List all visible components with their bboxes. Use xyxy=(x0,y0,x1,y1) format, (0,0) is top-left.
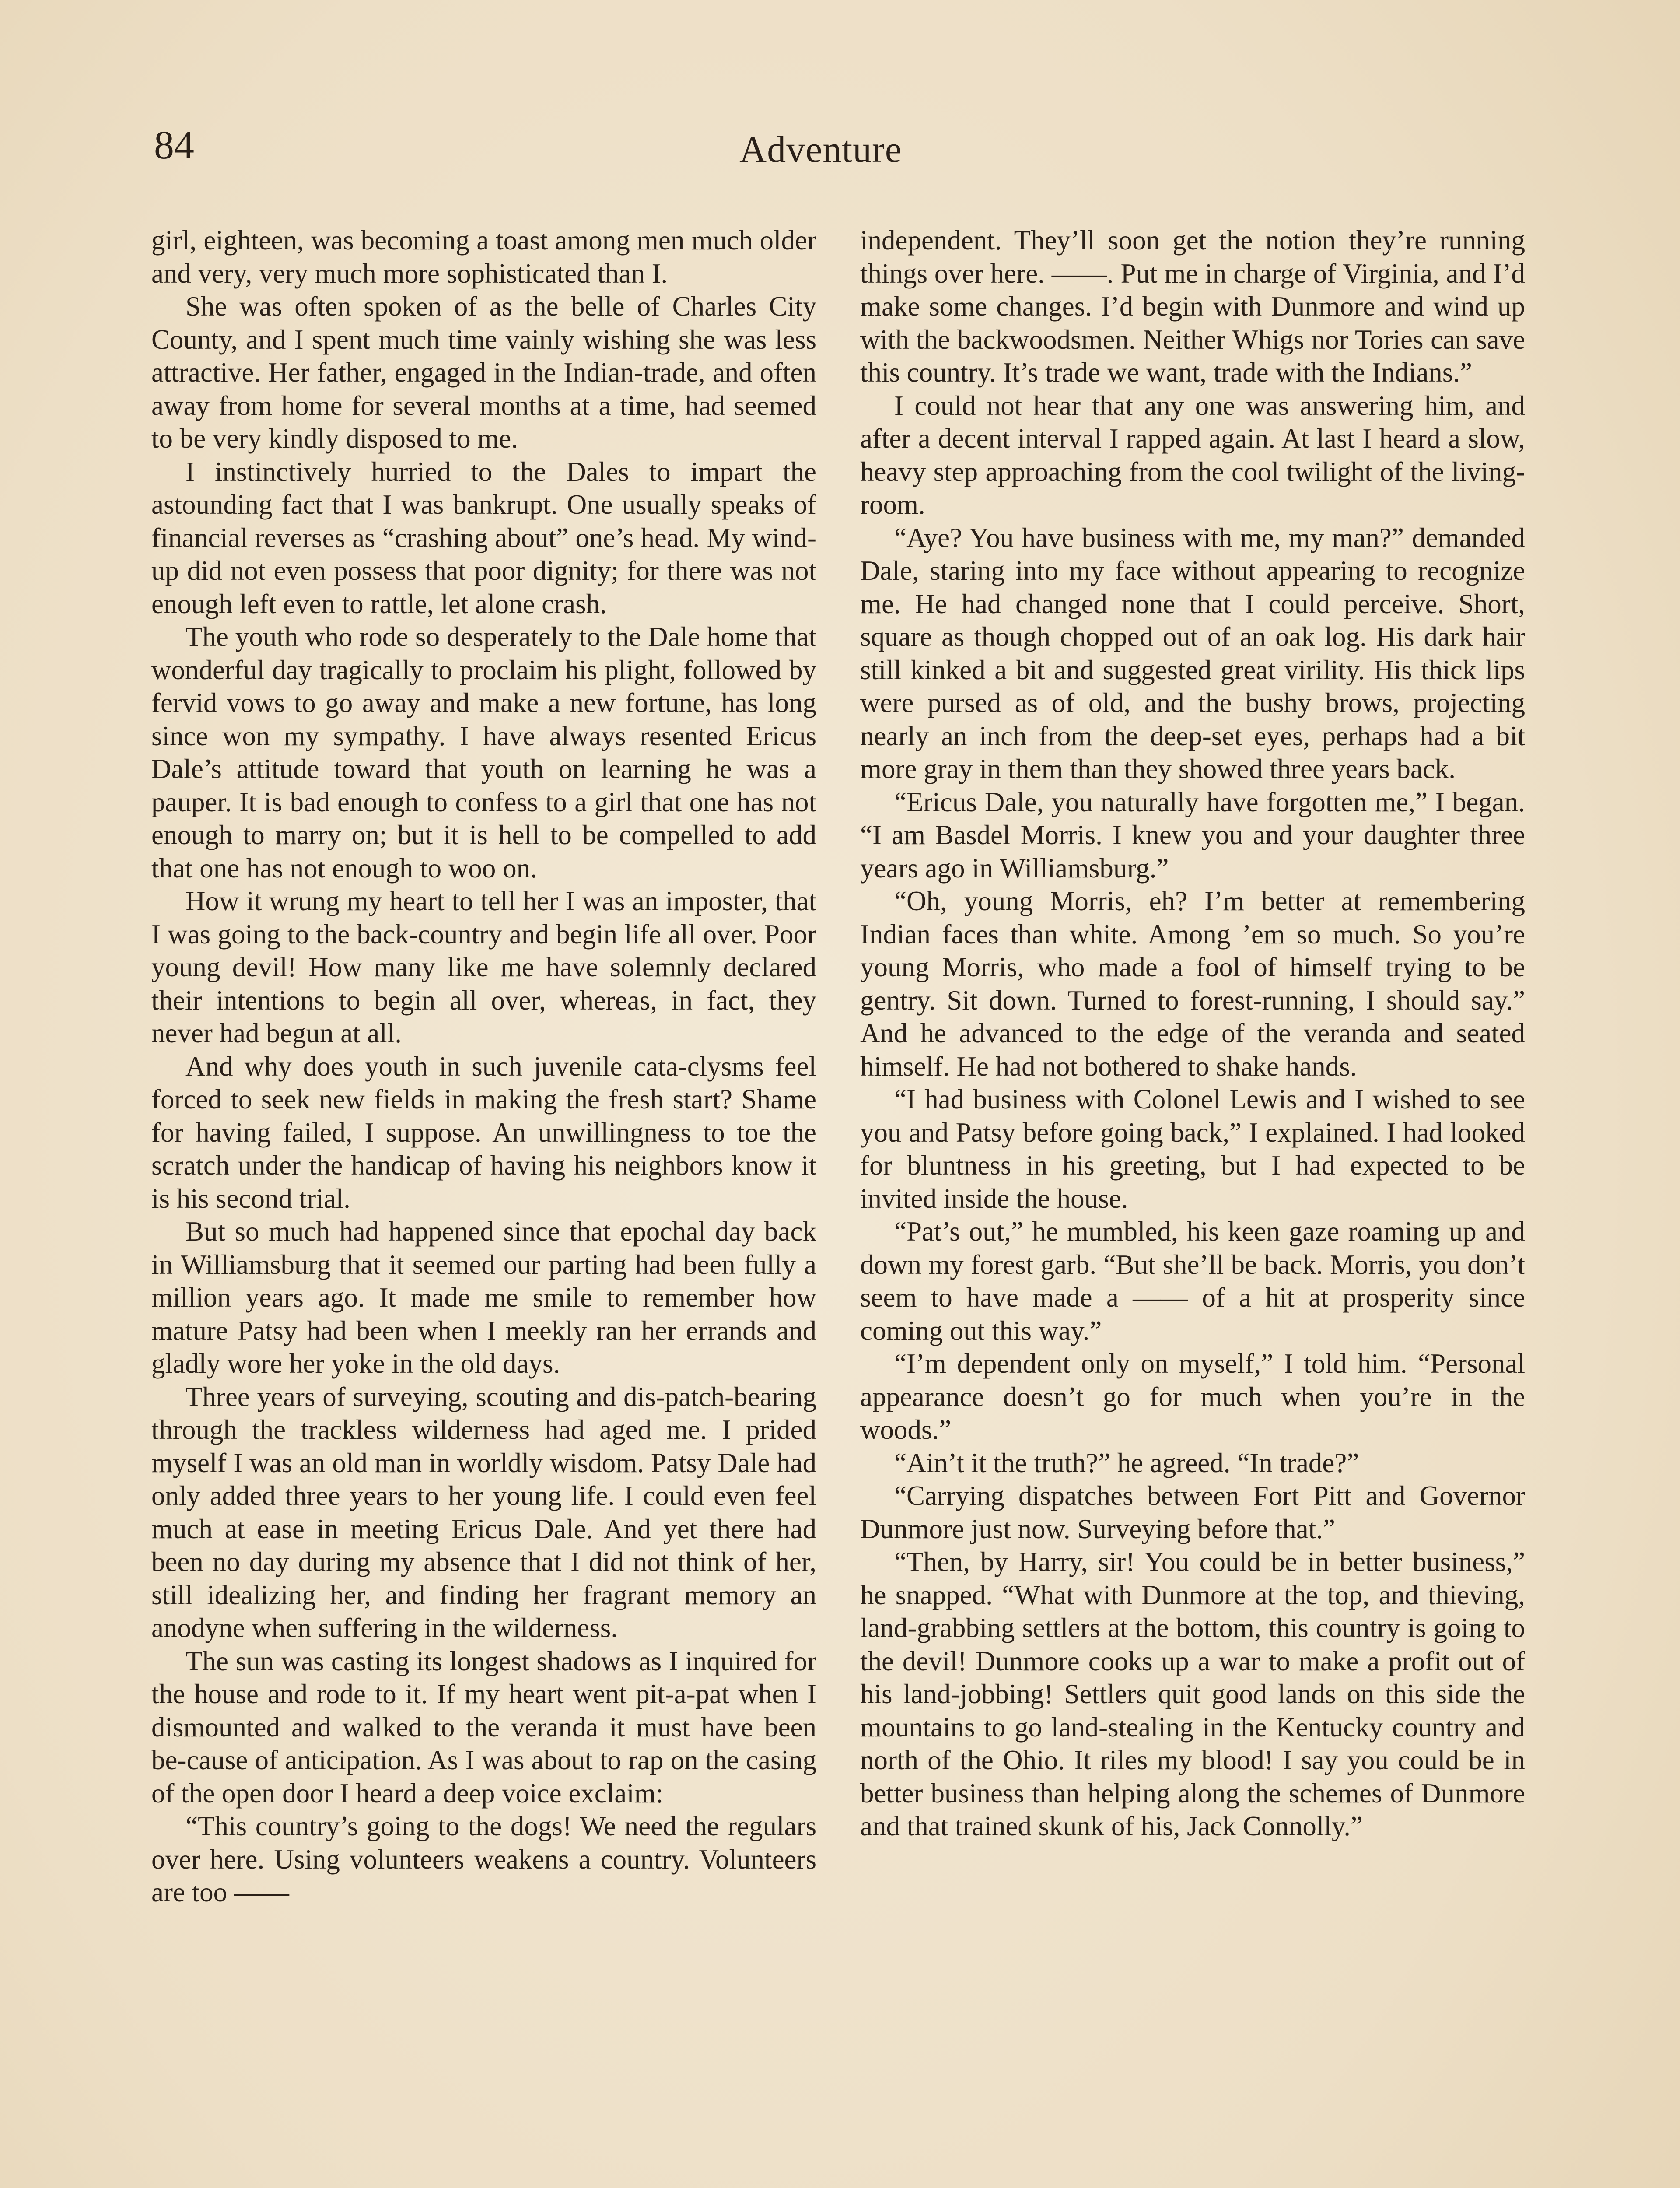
paragraph: I instinctively hurried to the Dales to impart the astounding fact that I was bankrupt. One usually speaks of financial reverses as “crashing about” one’s head. My wind-up did not even possess that poor dignity; for there was not enough left even to rattle, let alone crash. xyxy=(151,456,816,619)
paragraph: “Oh, young Morris, eh? I’m better at remembering Indian faces than white. Among ’em so much. So you’re young Morris, who made a fool of himself trying to be gentry. Sit down. Turned to forest-running, I should say.” And he advanced to the edge of the veranda and seated himself. He had not bothered to shake hands. xyxy=(860,886,1525,1082)
paragraph: The youth who rode so desperately to the Dale home that wonderful day tragically to proclaim his plight, followed by fervid vows to go away and make a new fortune, has long since won my sympathy. I have always resented Ericus Dale’s attitude toward that youth on learning he was a pauper. It is bad enough to confess to a girl that one has not enough to marry on; but it is hell to be compelled to add that one has not enough to woo on. xyxy=(151,621,816,884)
right-column xyxy=(860,224,1525,1843)
paragraph: The sun was casting its longest shadows as I inquired for the house and rode to it. If my heart went pit-a-pat when I dismounted and walked to the veranda it must have been be-cause of anticipation. As I was about to rap on the casing of the open door I heard a deep voice exclaim: xyxy=(151,1645,816,1809)
paragraph: “I’m dependent only on myself,” I told him. “Personal appearance doesn’t go for much when you’re in the woods.” xyxy=(860,1348,1525,1445)
paragraph: But so much had happened since that epochal day back in Williamsburg that it seemed our parting had been fully a million years ago. It made me smile to remember how mature Patsy had been when I meekly ran her errands and gladly wore her yoke in the old days. xyxy=(151,1216,816,1379)
paragraph: “Then, by Harry, sir! You could be in better business,” he snapped. “What with Dunmore at the top, and thieving, land-grabbing settlers at the bottom, this country is going to the devil! Dunmore cooks up a war to make a profit out of his land-jobbing! Settlers quit good lands on this side the mountains to go land-stealing in the Kentucky country and north of the Ohio. It riles my blood! I say you could be in better business than helping along the schemes of Dunmore and that trained skunk of his, Jack Connolly.” xyxy=(860,1546,1525,1841)
paragraph: “Pat’s out,” he mumbled, his keen gaze roaming up and down my forest garb. “But she’ll be back. Morris, you don’t seem to have made a —— of a hit at prosperity since coming out this way.” xyxy=(860,1216,1525,1346)
paragraph: “Ericus Dale, you naturally have forgotten me,” I began. “I am Basdel Morris. I knew you and your daughter three years ago in Williamsburg.” xyxy=(860,786,1525,884)
running-head: Adventure xyxy=(739,128,902,170)
paragraph: “I had business with Colonel Lewis and I wished to see you and Patsy before going back,” I explained. I had looked for bluntness in his greeting, but I had expected to be invited inside the house. xyxy=(860,1084,1525,1214)
page-number: 84 xyxy=(154,123,194,167)
paragraph: girl, eighteen, was becoming a toast among men much older and very, very much more sophisticated than I. xyxy=(151,225,816,289)
left-column xyxy=(151,224,816,1909)
paragraph: I could not hear that any one was answering him, and after a decent interval I rapped again. At last I heard a slow, heavy step approaching from the cool twilight of the living-room. xyxy=(860,390,1525,520)
paragraph: “Aye? You have business with me, my man?” demanded Dale, staring into my face without appearing to recognize me. He had changed none that I could perceive. Short, square as though chopped out of an oak log. His dark hair still kinked a bit and suggested great virility. His thick lips were pursed as of old, and the bushy brows, projecting nearly an inch from the deep-set eyes, perhaps had a bit more gray in them than they showed three years back. xyxy=(860,522,1525,784)
paragraph: “Carrying dispatches between Fort Pitt and Governor Dunmore just now. Surveying before that.” xyxy=(860,1480,1525,1544)
paragraph: Three years of surveying, scouting and dis-patch-bearing through the trackless wilderness had aged me. I prided myself I was an old man in worldly wisdom. Patsy Dale had only added three years to her young life. I could even feel much at ease in meeting Ericus Dale. And yet there had been no day during my absence that I did not think of her, still idealizing her, and finding her fragrant memory an anodyne when suffering in the wilderness. xyxy=(151,1381,816,1643)
paragraph: independent. They’ll soon get the notion they’re running things over here. ——. Put me in charge of Virginia, and I’d make some changes. I’d begin with Dunmore and wind up with the backwoodsmen. Neither Whigs nor Tories can save this country. It’s trade we want, trade with the Indians.” xyxy=(860,225,1525,388)
paragraph: How it wrung my heart to tell her I was an imposter, that I was going to the back-country and begin life all over. Poor young devil! How many like me have solemnly declared their intentions to begin all over, whereas, in fact, they never had begun at all. xyxy=(151,886,816,1048)
paragraph: And why does youth in such juvenile cata-clysms feel forced to seek new fields in making the fresh start? Shame for having failed, I suppose. An unwillingness to toe the scratch under the handicap of having his neighbors know it is his second trial. xyxy=(151,1051,816,1214)
paragraph: “Ain’t it the truth?” he agreed. “In trade?” xyxy=(894,1447,1359,1478)
paragraph: She was often spoken of as the belle of Charles City County, and I spent much time vainly wishing she was less attractive. Her father, engaged in the Indian-trade, and often away from home for several months at a time, had seemed to be very kindly disposed to me. xyxy=(151,291,816,454)
paragraph: “This country’s going to the dogs! We need the regulars over here. Using volunteers weakens a country. Volunteers are too —— xyxy=(151,1811,816,1907)
